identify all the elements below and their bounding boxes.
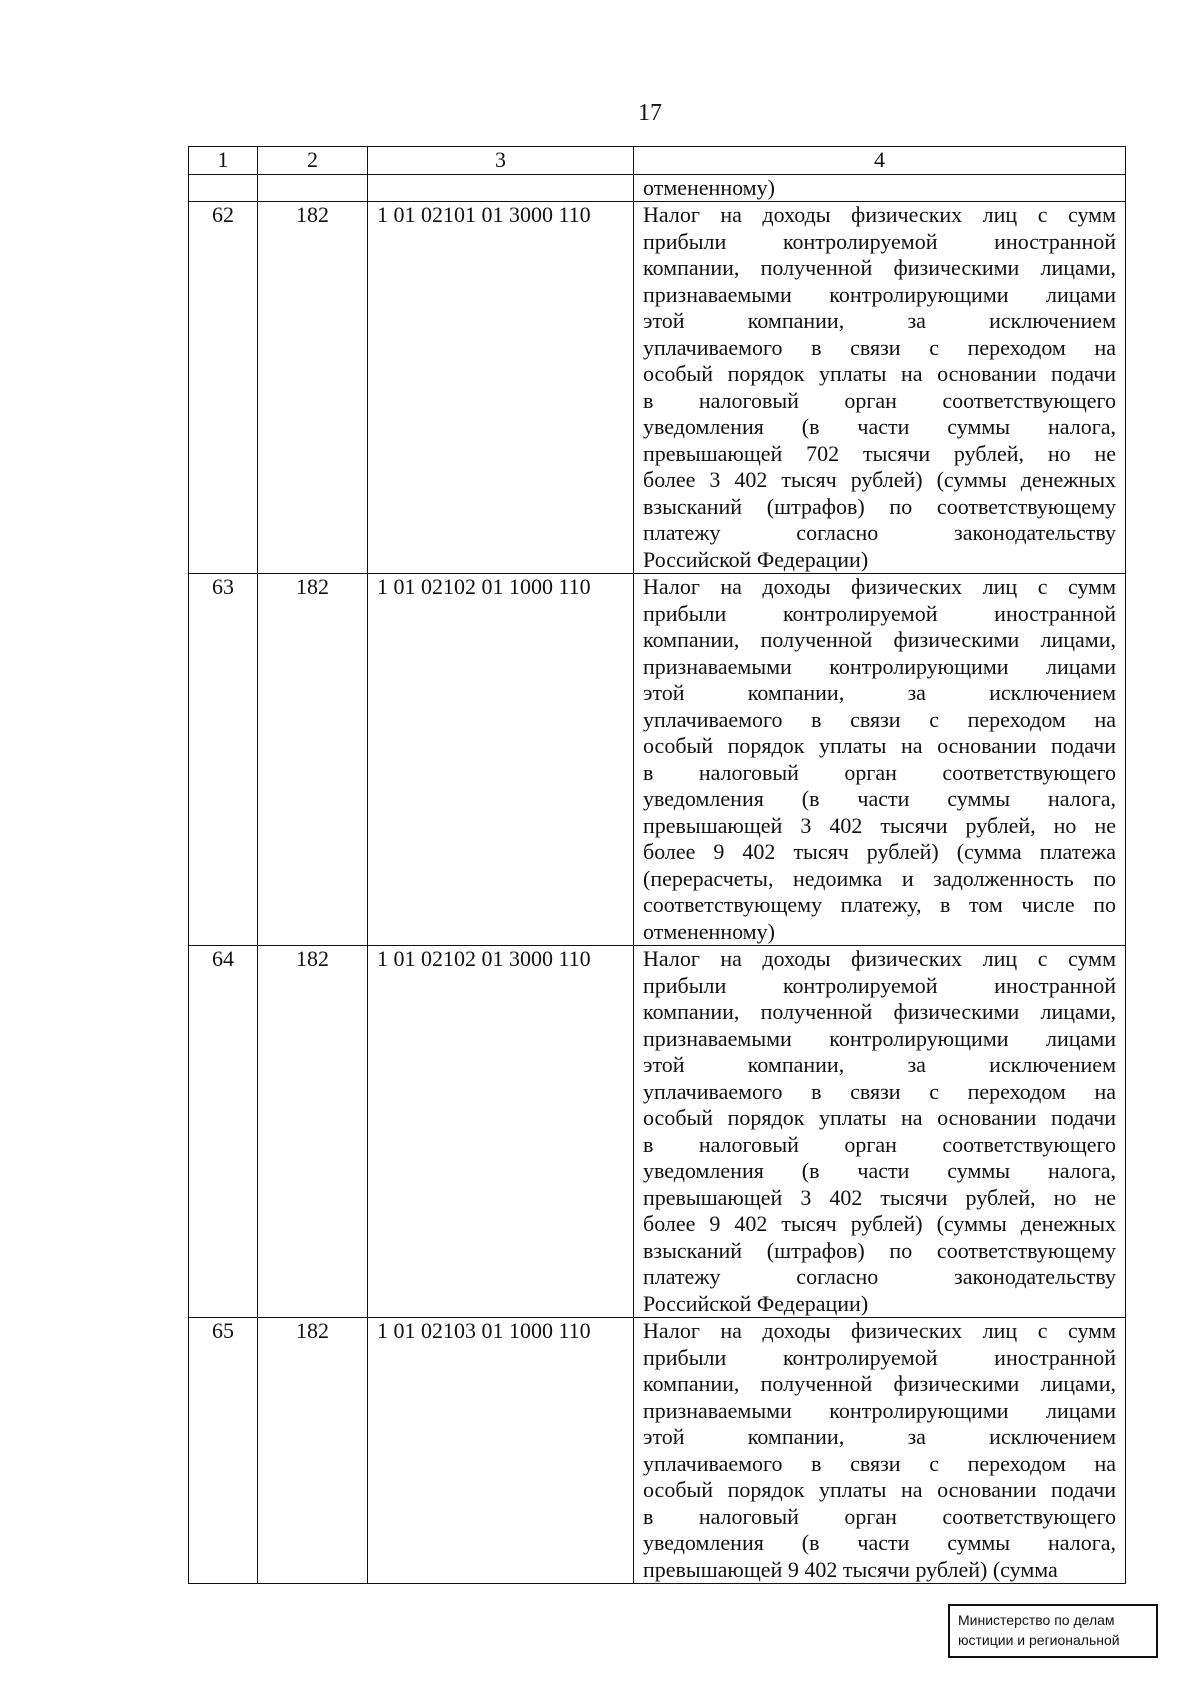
- description-line: особый порядок уплаты на основании подачи: [643, 361, 1116, 386]
- description-line: в налоговый орган соответствующего: [643, 1131, 1116, 1157]
- description-line: компании, полученной физическими лицами,: [643, 1371, 1116, 1396]
- description-line: компании, полученной физическими лицами,: [643, 255, 1116, 280]
- description-line: уплачиваемого в связи с переходом на: [643, 1078, 1116, 1104]
- description-line: уплачиваемого в связи с переходом на: [643, 334, 1116, 360]
- row-number-cell: 62: [189, 202, 258, 574]
- description-cell: [634, 574, 1126, 946]
- description-cell: [634, 1318, 1126, 1584]
- row-number-cell: 65: [189, 1318, 258, 1584]
- description-line: прибыли контролируемой иностранной: [643, 972, 1116, 998]
- administrator-code-cell: 182: [258, 202, 368, 574]
- row-number-cell: 64: [189, 946, 258, 1318]
- description-line: уведомления (в части суммы налога,: [643, 414, 1116, 439]
- description-line: этой компании, за исключением: [643, 1052, 1116, 1077]
- continuation-admin-cell: [258, 174, 368, 202]
- description-line: этой компании, за исключением: [643, 1424, 1116, 1449]
- administrator-code-cell: 182: [258, 574, 368, 946]
- ministry-stamp: [948, 1604, 1158, 1658]
- administrator-code-cell: 182: [258, 946, 368, 1318]
- description-line: превышающей 3 402 тысячи рублей, но не: [643, 812, 1116, 838]
- description-line: Российской Федерации): [643, 1290, 869, 1316]
- description-line: особый порядок уплаты на основании подачи: [643, 1105, 1116, 1130]
- description-line: Налог на доходы физических лиц с сумм: [643, 574, 1116, 599]
- description-line: признаваемыми контролирующими лицами: [643, 281, 1116, 307]
- description-line: Российской Федерации): [643, 546, 869, 572]
- description-line: особый порядок уплаты на основании подачи: [643, 1477, 1116, 1502]
- table-header-row: [189, 147, 1126, 175]
- description-line: уведомления (в части суммы налога,: [643, 1530, 1116, 1555]
- description-line: Налог на доходы физических лиц с сумм: [643, 202, 1116, 227]
- description-line: компании, полученной физическими лицами,: [643, 999, 1116, 1024]
- continuation-num-cell: [189, 174, 258, 202]
- header-col-3: 3: [368, 147, 634, 175]
- continuation-row: [189, 174, 1126, 202]
- row-number-cell: 63: [189, 574, 258, 946]
- description-line: прибыли контролируемой иностранной: [643, 1344, 1116, 1370]
- description-line: в налоговый орган соответствующего: [643, 1503, 1116, 1529]
- description-cell: [634, 946, 1126, 1318]
- budget-classification-table: [188, 146, 1126, 1584]
- description-line: платежу согласно законодательству: [643, 520, 1116, 545]
- description-line: более 9 402 тысяч рублей) (суммы денежных: [643, 1211, 1116, 1236]
- header-col-2: 2: [258, 147, 368, 175]
- description-line: этой компании, за исключением: [643, 680, 1116, 705]
- budget-code-cell: 1 01 02102 01 1000 110: [368, 574, 634, 946]
- description-line: более 9 402 тысяч рублей) (сумма платежа: [643, 839, 1116, 864]
- table-row: [189, 946, 1126, 1318]
- description-line: в налоговый орган соответствующего: [643, 759, 1116, 785]
- description-line: превышающей 3 402 тысячи рублей, но не: [643, 1184, 1116, 1210]
- continuation-code-cell: [368, 174, 634, 202]
- description-line: платежу согласно законодательству: [643, 1264, 1116, 1289]
- description-line: (перерасчеты, недоимка и задолженность по: [643, 865, 1116, 891]
- stamp-line-1: Министерство по делам: [958, 1612, 1115, 1628]
- description-line: признаваемыми контролирующими лицами: [643, 1025, 1116, 1051]
- description-line: Налог на доходы физических лиц с сумм: [643, 1318, 1116, 1343]
- description-line: уведомления (в части суммы налога,: [643, 786, 1116, 811]
- description-line: признаваемыми контролирующими лицами: [643, 653, 1116, 679]
- budget-code-cell: 1 01 02102 01 3000 110: [368, 946, 634, 1318]
- budget-code-cell: 1 01 02103 01 1000 110: [368, 1318, 634, 1584]
- header-col-1: 1: [189, 147, 258, 175]
- description-line: взысканий (штрафов) по соответствующему: [643, 493, 1116, 519]
- header-col-4: 4: [634, 147, 1126, 175]
- description-line: превышающей 702 тысячи рублей, но не: [643, 440, 1116, 466]
- description-line: особый порядок уплаты на основании подачи: [643, 733, 1116, 758]
- description-line: отмененному): [643, 918, 775, 944]
- description-line: соответствующему платежу, в том числе по: [643, 892, 1116, 917]
- description-line: превышающей 9 402 тысячи рублей) (сумма: [643, 1556, 1058, 1582]
- description-line: компании, полученной физическими лицами,: [643, 627, 1116, 652]
- budget-code-cell: 1 01 02101 01 3000 110: [368, 202, 634, 574]
- stamp-line-2: юстиции и региональной: [958, 1632, 1120, 1648]
- table-row: [189, 1318, 1126, 1584]
- description-line: этой компании, за исключением: [643, 308, 1116, 333]
- description-line: уплачиваемого в связи с переходом на: [643, 706, 1116, 732]
- description-line: уведомления (в части суммы налога,: [643, 1158, 1116, 1183]
- page-number: 17: [638, 100, 662, 126]
- continuation-text: отмененному): [634, 174, 1126, 202]
- table-row: [189, 202, 1126, 574]
- administrator-code-cell: 182: [258, 1318, 368, 1584]
- description-line: прибыли контролируемой иностранной: [643, 228, 1116, 254]
- table-row: [189, 574, 1126, 946]
- description-cell: [634, 202, 1126, 574]
- description-line: в налоговый орган соответствующего: [643, 387, 1116, 413]
- description-line: прибыли контролируемой иностранной: [643, 600, 1116, 626]
- description-line: более 3 402 тысяч рублей) (суммы денежных: [643, 467, 1116, 492]
- description-line: признаваемыми контролирующими лицами: [643, 1397, 1116, 1423]
- description-line: уплачиваемого в связи с переходом на: [643, 1450, 1116, 1476]
- description-line: Налог на доходы физических лиц с сумм: [643, 946, 1116, 971]
- description-line: взысканий (штрафов) по соответствующему: [643, 1237, 1116, 1263]
